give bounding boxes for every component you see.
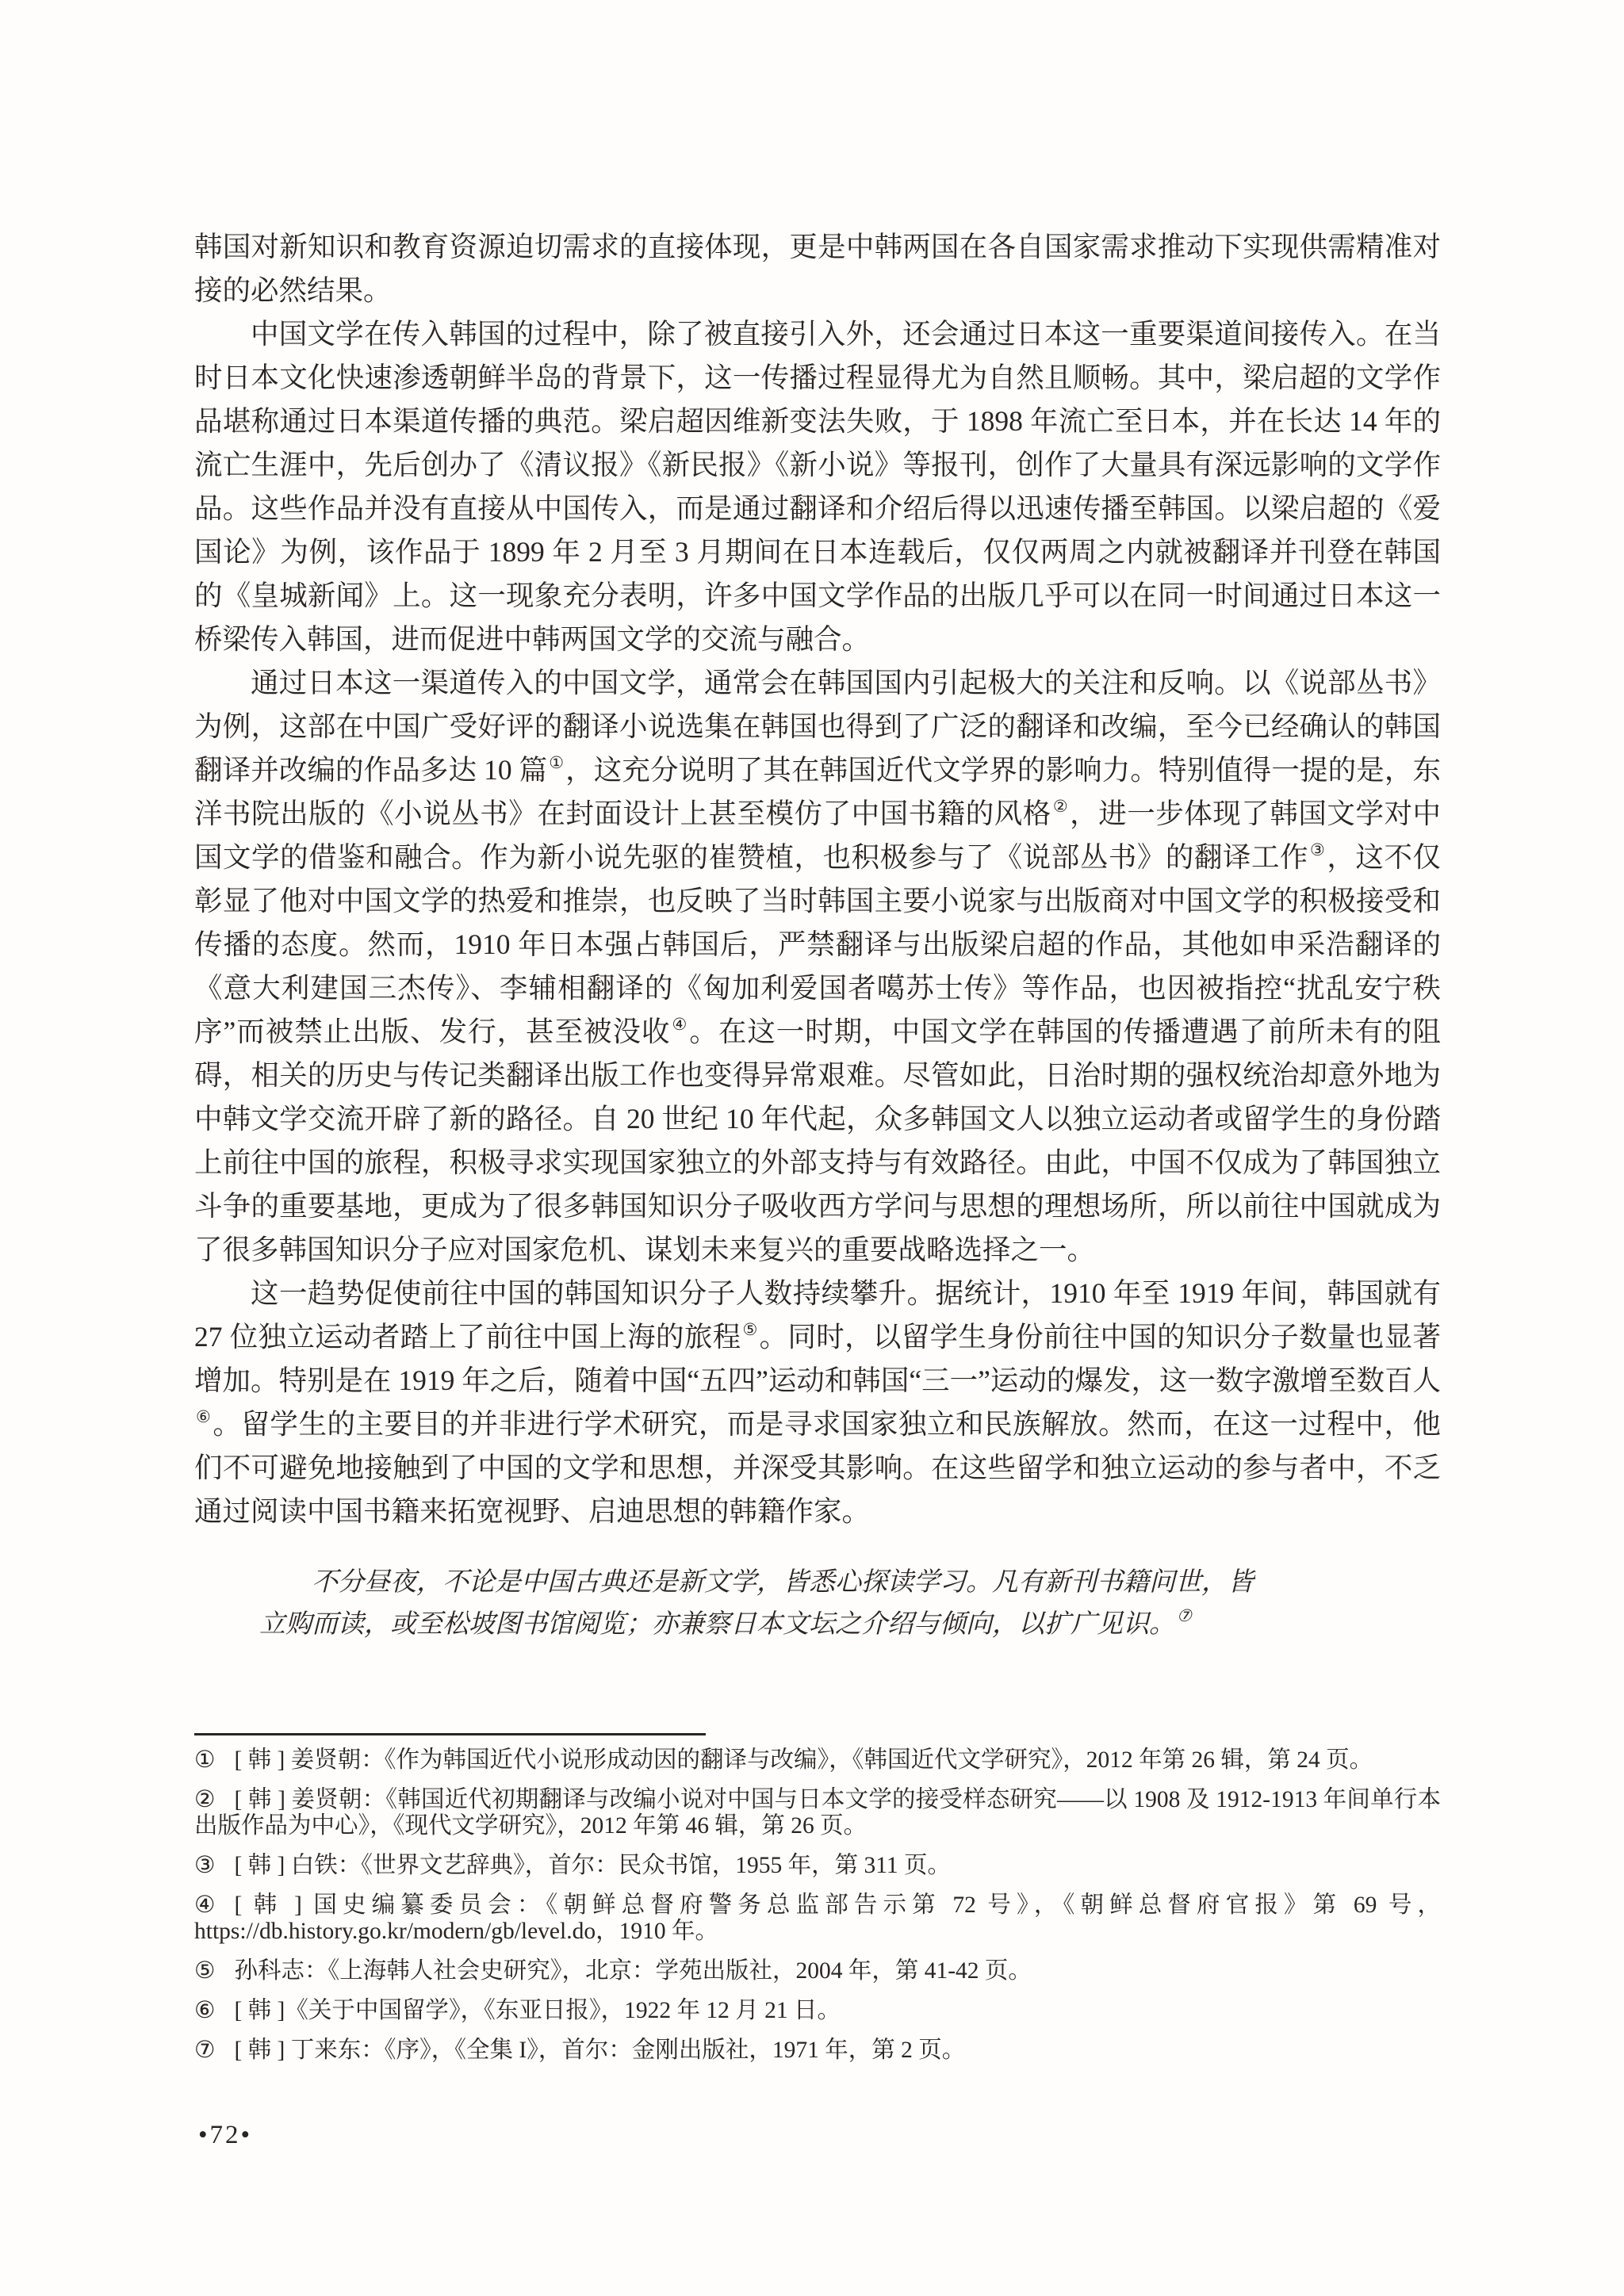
page-number: •72• [198,2121,253,2149]
footnote-text: [ 韩 ] 丁来东：《序》，《全集 I》，首尔：金刚出版社，1971 年，第 2 页。 [234,2038,966,2063]
footnote-marker: ④ [194,1892,216,1918]
body-paragraph: 韩国对新知识和教育资源迫切需求的直接体现，更是中韩两国在各自国家需求推动下实现供需精准对接的必然结果。 [194,231,1441,306]
footnote-item [194,1958,1441,1984]
footnote-ref: ③ [1310,840,1326,859]
footnote-text: [ 韩 ] 姜贤朝：《韩国近代初期翻译与改编小说对中国与日本文学的接受样态研究——以 1908 及 1912-1913 年间单行本出版作品为中心》，《现代文学研究》，2012 年第 46 辑，第 26 页。 [194,1787,1441,1839]
footnote-ref: ⑦ [1177,1606,1192,1625]
footnote-marker: ③ [194,1853,216,1878]
body-paragraph: 中国文学在传入韩国的过程中，除了被直接引入外，还会通过日本这一重要渠道间接传入。在当时日本文化快速渗透朝鲜半岛的背景下，这一传播过程显得尤为自然且顺畅。其中，梁启超的文学作品堪称通过日本渠道传播的典范。梁启超因维新变法失败，于 1898 年流亡至日本，并在长达 14 年的流亡生涯中，先后创办了《清议报》《新民报》《新小说》等报刊，创作了大量具有深远影响的文学作品。这些作品并没有直接从中国传入，而是通过翻译和介绍后得以迅速传播至韩国。以梁启超的《爱国论》为例，该作品于 1899 年 2 月至 3 月期间在日本连载后，仅仅两周之内就被翻译并刊登在韩国的《皇城新闻》上。这一现象充分表明，许多中国文学作品的出版几乎可以在同一时间通过日本这一桥梁传入韩国，进而促进中韩两国文学的交流与融合。 [194,318,1441,655]
block-quote: 不分昼夜，不论是中国古典还是新文学，皆悉心探读学习。凡有新刊书籍问世，皆立购而读，或至松坡图书馆阅览；亦兼察日本文坛之介绍与倾向，以扩广见识。⑦ [259,1568,1254,1639]
footnote-ref: ① [549,753,565,772]
footnote-text: [ 韩 ] 国史编纂委员会：《朝鲜总督府警务总监部告示第 72 号》，《朝鲜总督府官报》第 69 号，https://db.history.go.kr/modern/gb/level.do，1910 年。 [194,1892,1441,1944]
footnote-text: [ 韩 ] 姜贤朝：《作为韩国近代小说形成动因的翻译与改编》，《韩国近代文学研究》，2012 年第 26 辑，第 24 页。 [234,1747,1373,1773]
body-paragraph: 这一趋势促使前往中国的韩国知识分子人数持续攀升。据统计，1910 年至 1919 年间，韩国就有 27 位独立运动者踏上了前往中国上海的旅程⑤。同时，以留学生身份前往中国的知识分子数量也显著增加。特别是在 1919 年之后，随着中国“五四”运动和韩国“三一”运动的爆发，这一数字激增至数百人⑥。留学生的主要目的并非进行学术研究，而是寻求国家独立和民族解放。然而，在这一过程中，他们不可避免地接触到了中国的文学和思想，并深受其影响。在这些留学和独立运动的参与者中，不乏通过阅读中国书籍来拓宽视野、启迪思想的韩籍作家。 [194,1277,1441,1527]
footnote-separator [194,1733,706,1735]
footnote-item [194,1853,1441,1879]
footnote-area [194,1733,1441,2077]
footnote-ref: ④ [672,1015,688,1034]
footnote-marker: ⑦ [194,2038,216,2063]
footnote-marker: ⑥ [194,1998,216,2023]
body-paragraph: 通过日本这一渠道传入的中国文学，通常会在韩国国内引起极大的关注和反响。以《说部丛书》为例，这部在中国广受好评的翻译小说选集在韩国也得到了广泛的翻译和改编，至今已经确认的韩国翻译并改编的作品多达 10 篇①，这充分说明了其在韩国近代文学界的影响力。特别值得一提的是，东洋书院出版的《小说丛书》在封面设计上甚至模仿了中国书籍的风格②，进一步体现了韩国文学对中国文学的借鉴和融合。作为新小说先驱的崔赞植，也积极参与了《说部丛书》的翻译工作③，这不仅彰显了他对中国文学的热爱和推崇，也反映了当时韩国主要小说家与出版商对中国文学的积极接受和传播的态度。然而，1910 年日本强占韩国后，严禁翻译与出版梁启超的作品，其他如申采浩翻译的《意大利建国三杰传》、李辅相翻译的《匈加利爱国者噶苏士传》等作品，也因被指控“扰乱安宁秩序”而被禁止出版、发行，甚至被没收④。在这一时期，中国文学在韩国的传播遭遇了前所未有的阻碍，相关的历史与传记类翻译出版工作也变得异常艰难。尽管如此，日治时期的强权统治却意外地为中韩文学交流开辟了新的路径。自 20 世纪 10 年代起，众多韩国文人以独立运动者或留学生的身份踏上前往中国的旅程，积极寻求实现国家独立的外部支持与有效路径。由此，中国不仅成为了韩国独立斗争的重要基地，更成为了很多韩国知识分子吸收西方学问与思想的理想场所，所以前往中国就成为了很多韩国知识分子应对国家危机、谋划未来复兴的重要战略选择之一。 [194,667,1441,1265]
footnote-text: 孙科志：《上海韩人社会史研究》，北京：学苑出版社，2004 年，第 41-42 页。 [234,1958,1032,1984]
body-text [194,225,1441,1533]
footnote-item [194,1998,1441,2024]
footnote-item [194,2038,1441,2064]
footnote-text: [ 韩 ] 白铁：《世界文艺辞典》，首尔：民众书馆，1955 年，第 311 页。 [234,1853,952,1878]
footnote-item [194,1892,1441,1945]
page-content [194,225,1441,1646]
footnote-ref: ⑤ [742,1320,758,1339]
footnote-marker: ② [194,1787,216,1812]
footnote-ref: ② [1052,797,1069,816]
footnote-marker: ⑤ [194,1958,216,1984]
footnote-marker: ① [194,1747,216,1773]
footnote-item [194,1787,1441,1839]
footnote-item [194,1747,1441,1774]
footnote-text: [ 韩 ]《关于中国留学》，《东亚日报》，1922 年 12 月 21 日。 [234,1998,841,2023]
footnotes-list [194,1747,1441,2064]
footnote-ref: ⑥ [196,1407,212,1426]
